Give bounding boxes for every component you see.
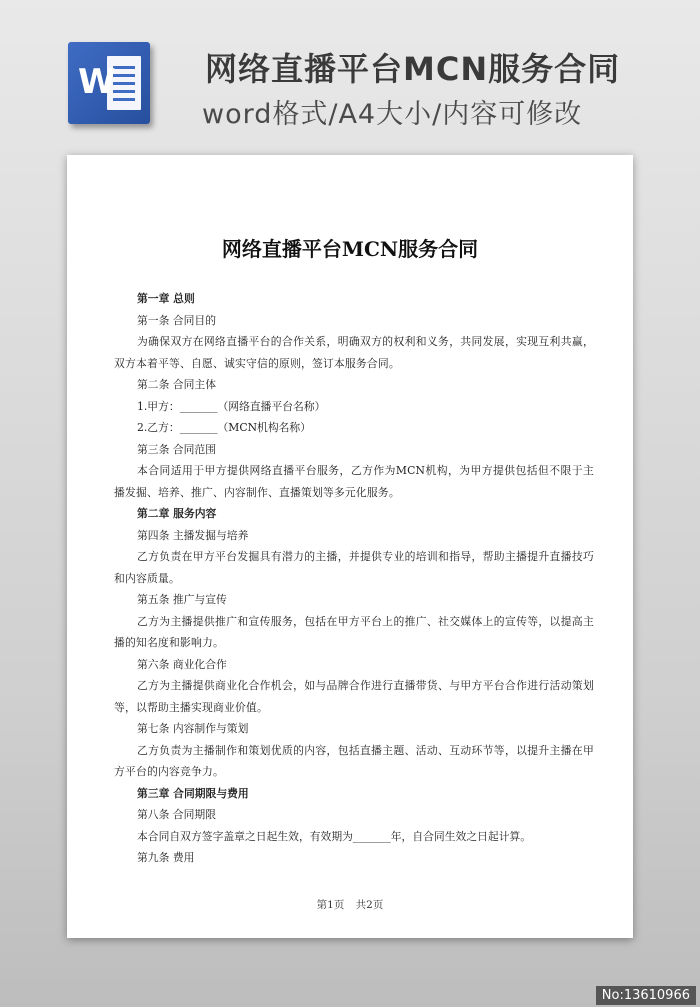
body-paragraph: 乙方负责在甲方平台发掘具有潜力的主播，并提供专业的培训和指导，帮助主播提升直播技巧和内容质量。 (114, 550, 594, 585)
body-paragraph: 为确保双方在网络直播平台的合作关系，明确双方的权利和义务，共同发展，实现互利共赢，双方本着平等、自愿、诚实守信的原则，签订本服务合同。 (114, 335, 594, 370)
banner-title: 网络直播平台MCN服务合同 (205, 50, 621, 88)
article-line: 第四条 主播发掘与培养 (137, 528, 249, 542)
article-line: 第五条 推广与宣传 (137, 593, 227, 606)
chapter-heading: 第一章 总则 (137, 292, 195, 305)
body-paragraph: 乙方负责为主播制作和策划优质的内容，包括直播主题、活动、互动环节等，以提升主播在甲方平台的内容竞争力。 (114, 743, 594, 778)
article-line: 第八条 合同期限 (137, 808, 217, 821)
article-line: 第六条 商业化合作 (137, 657, 227, 671)
document-page (67, 155, 633, 938)
article-line: 第三条 合同范围 (137, 442, 217, 456)
body-paragraph: 本合同适用于甲方提供网络直播平台服务，乙方作为MCN机构，为甲方提供包括但不限于主播发掘、培养、推广、内容制作、直播策划等多元化服务。 (114, 464, 594, 499)
page-number: 第1页 (316, 899, 345, 911)
image-id-badge: No:13610966 (596, 986, 696, 1005)
article-line: 本合同自双方签字盖章之日起生效，有效期为_______年，自合同生效之日起计算。 (137, 829, 532, 843)
document-title: 网络直播平台MCN服务合同 (221, 237, 479, 261)
word-letter: W (78, 62, 115, 102)
article-line: 第二条 合同主体 (137, 378, 217, 391)
page-footer (67, 897, 633, 912)
article-line: 第七条 内容制作与策划 (137, 722, 249, 735)
chapter-heading: 第三章 合同期限与费用 (137, 786, 249, 800)
article-line: 2.乙方：_______（MCN机构名称） (137, 421, 312, 434)
header-banner (0, 0, 700, 150)
chapter-heading: 第二章 服务内容 (137, 507, 217, 520)
word-doc-icon (68, 42, 150, 124)
body-paragraph: 乙方为主播提供推广和宣传服务，包括在甲方平台上的推广、社交媒体上的宣传等，以提高主播的知名度和影响力。 (114, 614, 594, 649)
page-total: 共2页 (355, 899, 384, 911)
article-line: 1.甲方：_______（网络直播平台名称） (137, 399, 326, 413)
document-body (114, 288, 594, 869)
article-line: 第九条 费用 (137, 851, 195, 864)
body-paragraph: 乙方为主播提供商业化合作机会，如与品牌合作进行直播带货、与甲方平台合作进行活动策划等，以帮助主播实现商业价值。 (114, 679, 594, 714)
article-line: 第一条 合同目的 (137, 313, 217, 327)
banner-subtitle: word格式/A4大小/内容可修改 (202, 99, 583, 130)
